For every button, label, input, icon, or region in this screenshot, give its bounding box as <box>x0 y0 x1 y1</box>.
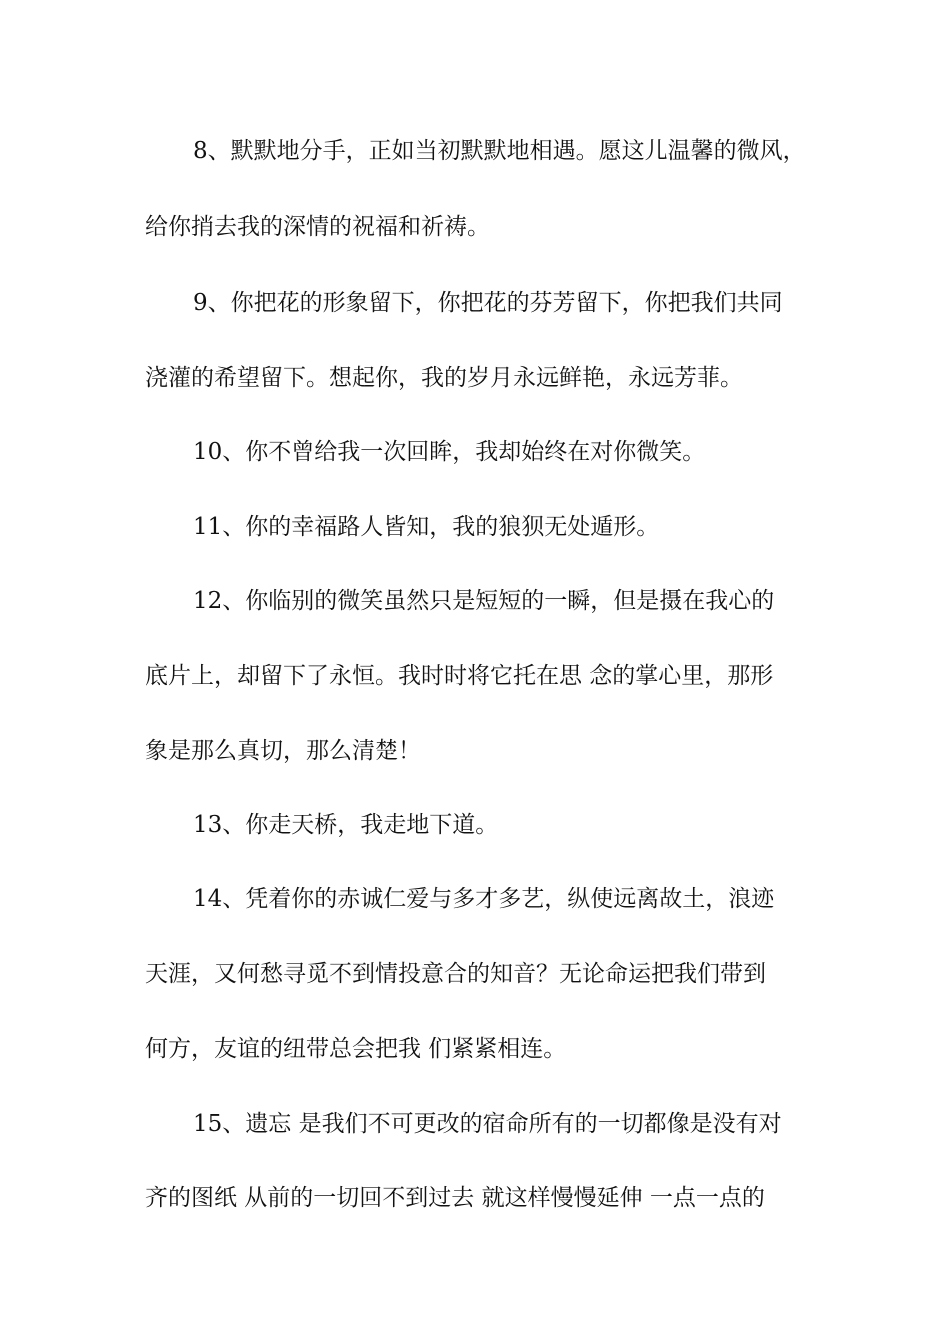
text-line-1: 8、默默地分手，正如当初默默地相遇。愿这儿温馨的微风， <box>193 138 806 164</box>
text-line-15: 齐的图纸 从前的一切回不到过去 就这样慢慢延伸 一点一点的 <box>145 1185 765 1211</box>
text-line-12: 天涯，又何愁寻觅不到情投意合的知音？无论命运把我们带到 <box>145 961 766 987</box>
text-line-10: 13、你走天桥，我走地下道。 <box>193 812 499 838</box>
text-line-14: 15、遗忘 是我们不可更改的宿命所有的一切都像是没有对 <box>193 1111 782 1137</box>
text-line-8: 底片上，却留下了永恒。我时时将它托在思 念的掌心里，那形 <box>145 663 774 689</box>
text-line-13: 何方，友谊的纽带总会把我 们紧紧相连。 <box>145 1036 567 1062</box>
text-line-3: 9、你把花的形象留下，你把花的芬芳留下，你把我们共同 <box>193 290 783 316</box>
text-line-9: 象是那么真切，那么清楚！ <box>145 738 421 764</box>
text-line-11: 14、凭着你的赤诚仁爱与多才多艺，纵使远离故土，浪迹 <box>193 886 775 912</box>
text-line-4: 浇灌的希望留下。想起你，我的岁月永远鲜艳，永远芳菲。 <box>145 365 743 391</box>
text-line-6: 11、你的幸福路人皆知，我的狼狈无处遁形。 <box>193 514 660 540</box>
text-line-7: 12、你临别的微笑虽然只是短短的一瞬，但是摄在我心的 <box>193 588 775 614</box>
text-line-2: 给你捎去我的深情的祝福和祈祷。 <box>145 214 490 240</box>
text-line-5: 10、你不曾给我一次回眸，我却始终在对你微笑。 <box>193 439 706 465</box>
